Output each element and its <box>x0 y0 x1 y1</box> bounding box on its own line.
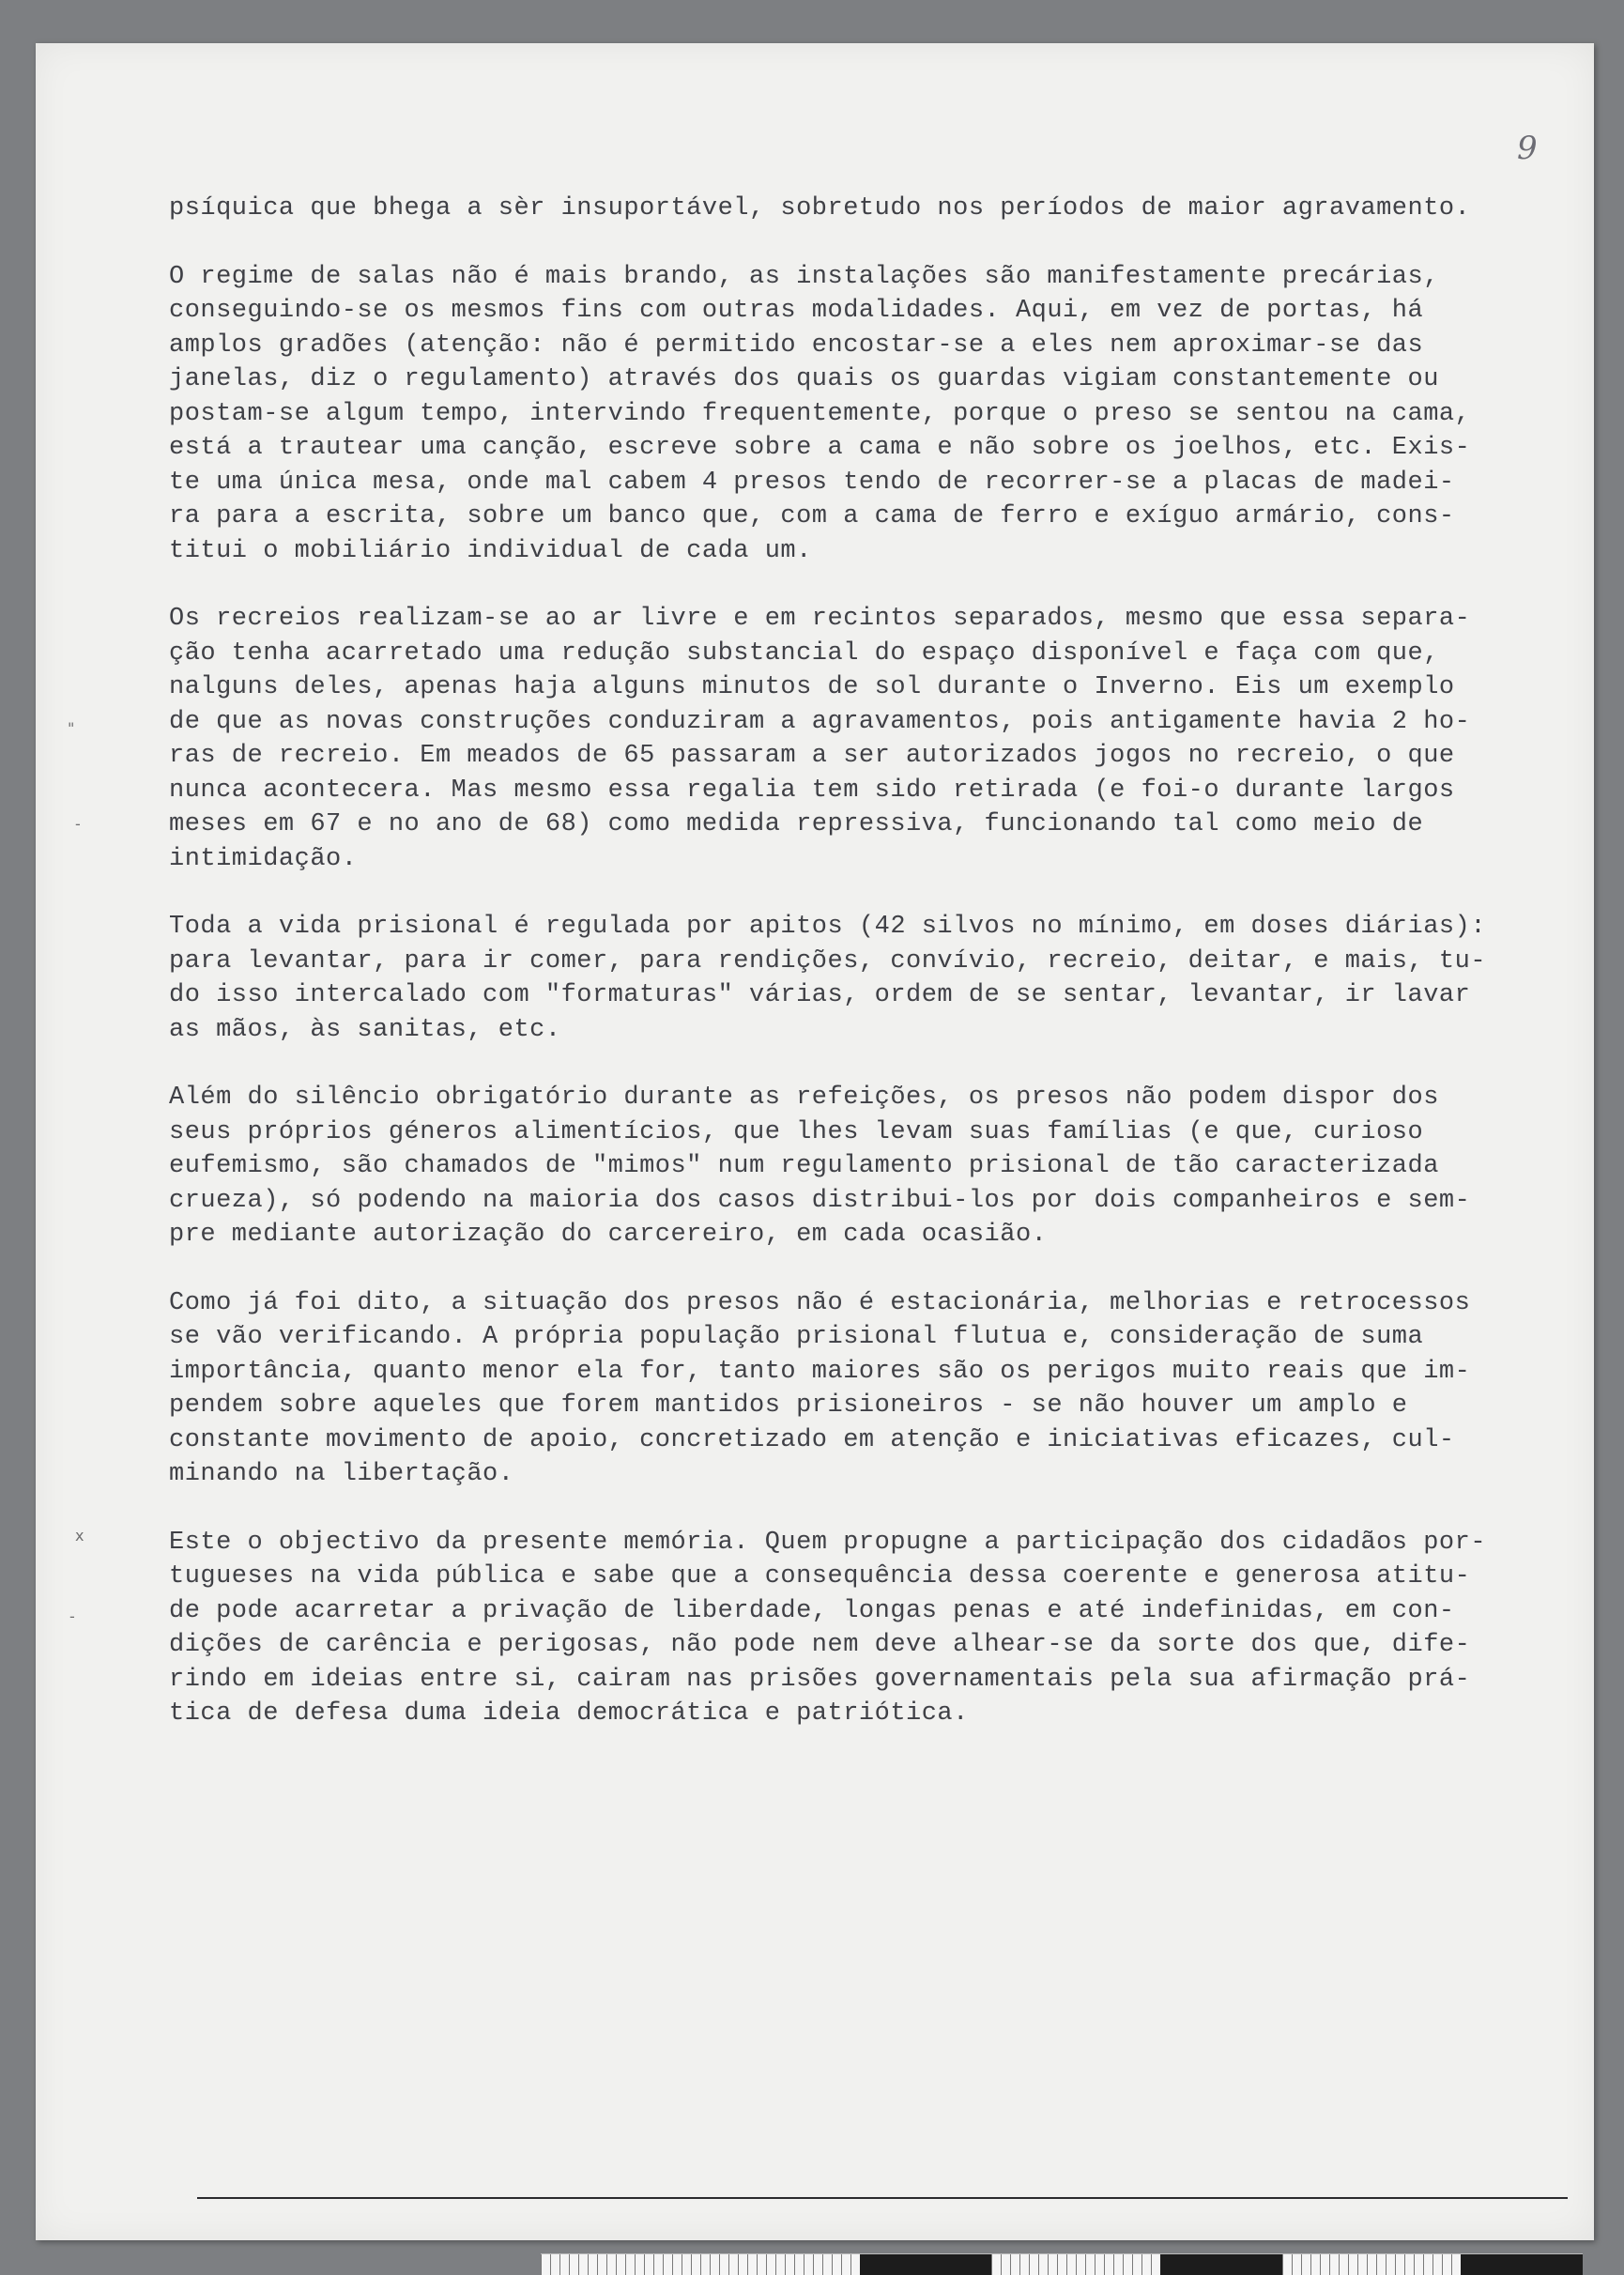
paragraph-3 <box>169 602 1568 876</box>
text-line: para levantar, para ir comer, para rendições, convívio, recreio, deitar, e mais, tu- <box>169 946 1487 976</box>
margin-mark: x <box>75 1527 84 1545</box>
text-line: te uma única mesa, onde mal cabem 4 presos tendo de recorrer-se a placas de madei- <box>169 468 1455 497</box>
text-line: minando na libertação. <box>169 1460 514 1488</box>
page-number: 9 <box>1517 130 1538 167</box>
text-line: nalguns deles, apenas haja alguns minutos de sol durante o Inverno. Eis um exemplo <box>169 673 1455 701</box>
text-line: Toda a vida prisional é regulada por apitos (42 silvos no mínimo, em doses diárias): <box>169 913 1487 941</box>
scale-segment <box>1160 2254 1282 2275</box>
text-line: psíquica que bhega a sèr insuportável, sobretudo nos períodos de maior agravamento. <box>169 194 1471 223</box>
text-line: ção tenha acarretado uma redução substancial do espaço disponível e faça com que, <box>169 638 1439 668</box>
text-line: de pode acarretar a privação de liberdade, longas penas e até indefinidas, em con- <box>169 1596 1455 1625</box>
paragraph-2 <box>169 260 1568 569</box>
scale-segment <box>860 2254 991 2275</box>
text-line: tica de defesa duma ideia democrática e patriótica. <box>169 1699 969 1728</box>
text-line: Este o objectivo da presente memória. Quem propugne a participação dos cidadãos por- <box>169 1528 1487 1557</box>
text-line: está a trautear uma canção, escreve sobre a cama e não sobre os joelhos, etc. Exis- <box>169 434 1471 462</box>
text-line: as mãos, às sanitas, etc. <box>169 1015 561 1044</box>
text-line: Os recreios realizam-se ao ar livre e em recintos separados, mesmo que essa separa- <box>169 605 1471 633</box>
scan-scale-bar <box>541 2253 1583 2275</box>
text-line: intimidação. <box>169 844 358 873</box>
margin-mark: " <box>68 719 75 737</box>
margin-mark: - <box>69 1607 75 1625</box>
paragraph-4 <box>169 910 1568 1047</box>
text-line: eufemismo, são chamados de "mimos" num regulamento prisional de tão caracterizada <box>169 1152 1439 1180</box>
text-line: importância, quanto menor ela for, tanto maiores são os perigos muito reais que im- <box>169 1357 1471 1386</box>
text-line: seus próprios géneros alimentícios, que lhes levam suas famílias (e que, curioso <box>169 1117 1424 1146</box>
paragraph-5 <box>169 1081 1568 1253</box>
document-page <box>36 43 1594 2240</box>
text-line: pendem sobre aqueles que forem mantidos prisioneiros - se não houver um amplo e <box>169 1391 1408 1420</box>
text-line: do isso intercalado com "formaturas" várias, ordem de se sentar, levantar, ir lavar <box>169 981 1471 1009</box>
text-line: amplos gradões (atenção: não é permitido encostar-se a eles nem aproximar-se das <box>169 330 1424 360</box>
text-line: Como já foi dito, a situação dos presos não é estacionária, melhorias e retrocessos <box>169 1288 1471 1317</box>
text-line: janelas, diz o regulamento) através dos quais os guardas vigiam constantemente ou <box>169 365 1439 393</box>
paragraph-1 <box>169 192 1568 226</box>
text-line: conseguindo-se os mesmos fins com outras modalidades. Aqui, em vez de portas, há <box>169 297 1424 325</box>
text-line: ras de recreio. Em meados de 65 passaram a ser autorizados jogos no recreio, o que <box>169 742 1455 770</box>
text-line: O regime de salas não é mais brando, as instalações são manifestamente precárias, <box>169 262 1439 291</box>
text-line: de que as novas construções conduziram a agravamentos, pois antigamente havia 2 ho- <box>169 707 1471 736</box>
paragraph-7 <box>169 1526 1568 1731</box>
text-line: titui o mobiliário individual de cada um. <box>169 536 812 565</box>
paragraph-6 <box>169 1286 1568 1492</box>
margin-mark: - <box>75 815 81 833</box>
text-line: crueza), só podendo na maioria dos casos distribui-los por dois companheiros e sem- <box>169 1186 1471 1215</box>
text-line: meses em 67 e no ano de 68) como medida repressiva, funcionando tal como meio de <box>169 810 1424 838</box>
text-line: nunca acontecera. Mas mesmo essa regalia tem sido retirada (e foi-o durante largos <box>169 776 1455 805</box>
text-line: dições de carência e perigosas, não pode nem deve alhear-se da sorte dos que, dife- <box>169 1631 1471 1659</box>
text-line: pre mediante autorização do carcereiro, em cada ocasião. <box>169 1221 1048 1249</box>
text-line: postam-se algum tempo, intervindo frequentemente, porque o preso se sentou na cama, <box>169 399 1471 428</box>
text-line: Além do silêncio obrigatório durante as refeições, os presos não podem dispor dos <box>169 1084 1439 1112</box>
text-line: rindo em ideias entre si, cairam nas prisões governamentais pela sua afirmação prá- <box>169 1665 1471 1694</box>
scale-ticks <box>541 2254 1583 2275</box>
scale-segment <box>1461 2254 1583 2275</box>
text-line: constante movimento de apoio, concretizado em atenção e iniciativas eficazes, cul- <box>169 1425 1455 1454</box>
bottom-rule <box>197 2197 1568 2199</box>
text-line: tugueses na vida pública e sabe que a consequência dessa coerente e generosa atitu- <box>169 1562 1471 1591</box>
text-line: ra para a escrita, sobre um banco que, com a cama de ferro e exíguo armário, cons- <box>169 502 1455 530</box>
body-text <box>169 192 1568 1765</box>
text-line: se vão verificando. A própria população prisional flutua e, consideração de suma <box>169 1323 1424 1351</box>
